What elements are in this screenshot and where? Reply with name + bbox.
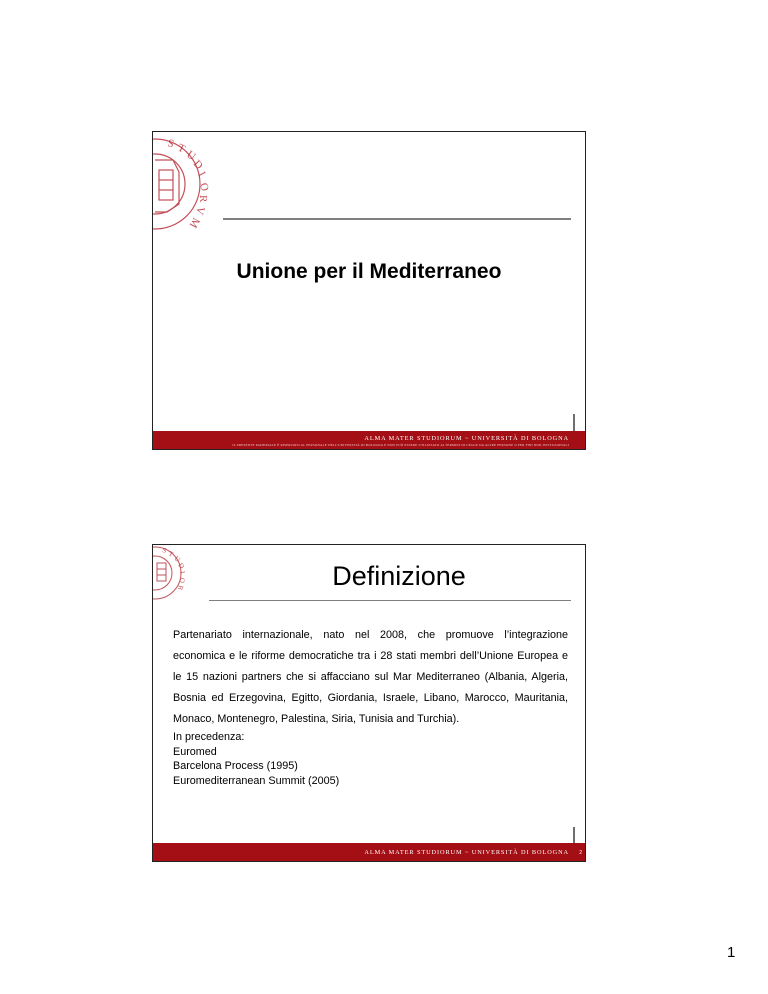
footer-university-name: ALMA MATER STUDIORUM ~ UNIVERSITÀ DI BOLOGNA (364, 849, 569, 856)
svg-text:T: T (167, 549, 175, 559)
slide-title: Unione per il Mediterraneo (236, 260, 502, 283)
slide-1 (152, 131, 586, 450)
svg-text:U: U (184, 148, 198, 164)
university-seal-logo (153, 545, 213, 605)
previous-heading: In precedenza: (173, 731, 245, 743)
svg-text:I: I (195, 169, 208, 179)
previous-item: Euromediterranean Summit (2005) (173, 774, 340, 787)
definition-paragraph: Partenariato internazionale, nato nel 2008, che promuove l’integrazione economica e le riforme democratiche tra i 28 stati membri dell’Unione Europea e le 15 nazioni partners che si affacciano sul Mar Mediterraneo (Albania, Algeria, Bosnia ed Erzegovina, Egitto, Giordania, Israele, Libano, Marocco, Mauritania, Monaco, Montenegro, Palestina, Siria, Tunisia and Turchia). (173, 629, 568, 725)
previous-list (173, 730, 339, 788)
header-rule (209, 600, 571, 601)
svg-text:S: S (161, 546, 168, 555)
svg-text:R: R (197, 195, 209, 203)
footer-disclaimer: IL PRESENTE MATERIALE È RISERVATO AL PERSONALE DELL'UNIVERSITÀ DI BOLOGNA E NON PUÒ ESSERE UTILIZZATO AI TERMINI DI LEGGE DA ALTRE PERSONE O PER FINI NON ISTITUZIONALI (232, 443, 569, 447)
svg-text:O: O (178, 577, 187, 584)
slide-title: Definizione (332, 561, 466, 591)
svg-text:R: R (175, 584, 185, 591)
slide-number: 2 (579, 850, 582, 856)
svg-text:D: D (190, 157, 206, 172)
svg-text:T: T (175, 141, 187, 156)
svg-text:U: U (172, 554, 182, 564)
svg-text:D: D (176, 561, 186, 571)
svg-text:I: I (178, 570, 187, 575)
previous-item: Euromed (173, 745, 217, 758)
slide-footer (153, 843, 585, 861)
svg-text:O: O (197, 181, 211, 193)
svg-text:V: V (193, 205, 207, 217)
footer-university-name: ALMA MATER STUDIORUM ~ UNIVERSITÀ DI BOLOGNA (364, 435, 569, 442)
header-rule (223, 218, 571, 220)
slide-2 (152, 544, 586, 862)
page-number: 1 (727, 944, 736, 961)
previous-item: Barcelona Process (1995) (173, 760, 298, 773)
university-seal-logo (153, 132, 227, 242)
svg-text:S: S (166, 137, 176, 151)
svg-text:M: M (186, 215, 202, 230)
slide-footer (153, 431, 585, 449)
